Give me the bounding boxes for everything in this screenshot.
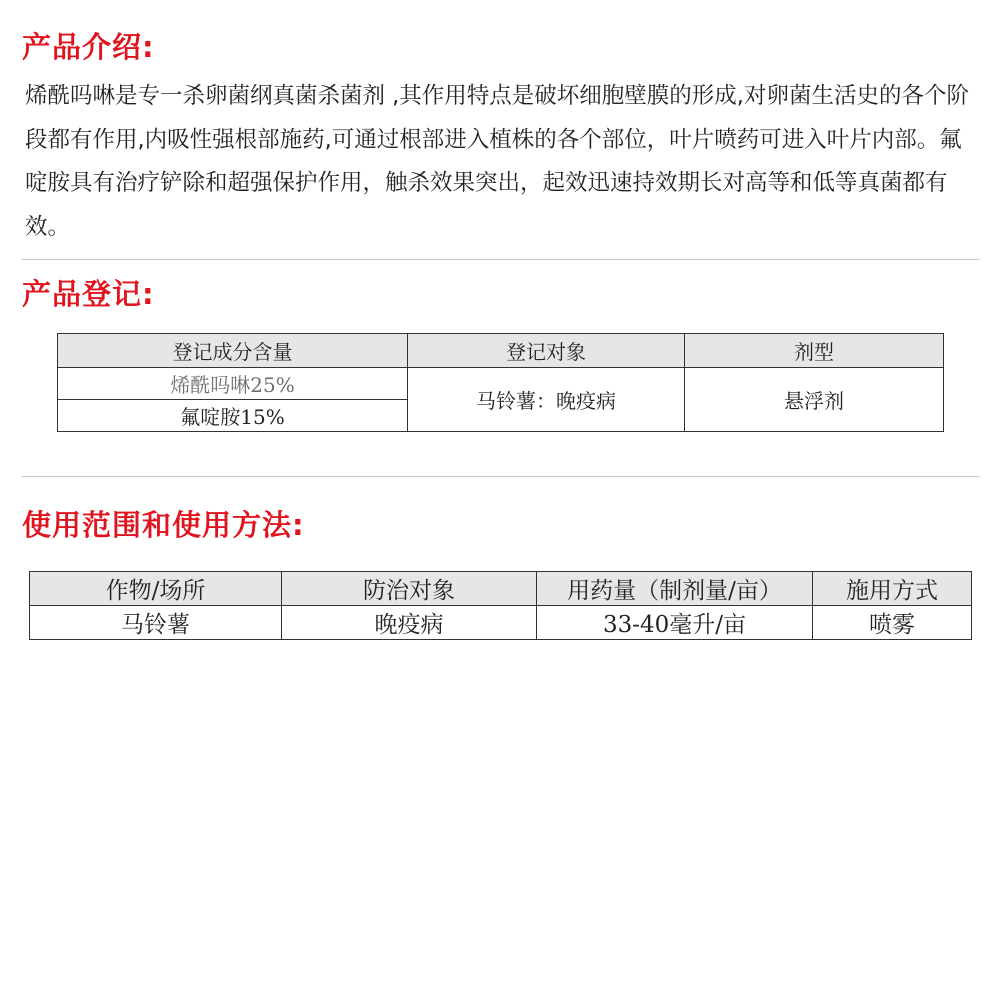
formulation-cell: 悬浮剂 xyxy=(685,368,944,432)
header-ingredient: 登记成分含量 xyxy=(58,334,408,368)
intro-paragraph: 烯酰吗啉是专一杀卵菌纲真菌杀菌剂 ,其作用特点是破坏细胞壁膜的形成,对卵菌生活史的各个阶段都有作用,内吸性强根部施药,可通过根部进入植株的各个部位，叶片喷药可进入叶片内部。氟啶胺具有治疗铲除和超强保护作用，触杀效果突出，起效迅速持效期长对高等和低等真菌都有效。 xyxy=(25,83,969,240)
crop-cell: 马铃薯 xyxy=(30,606,282,640)
registration-title: 产品登记: xyxy=(22,277,155,311)
header-formulation: 剂型 xyxy=(685,334,944,368)
table-row xyxy=(30,606,972,640)
table-row xyxy=(58,368,944,400)
method-cell: 喷雾 xyxy=(813,606,972,640)
table-header-row xyxy=(58,334,944,368)
usage-table xyxy=(29,571,972,640)
target-cell: 马铃薯：晚疫病 xyxy=(408,368,685,432)
divider xyxy=(22,476,980,477)
ingredient-cell: 氟啶胺15% xyxy=(58,400,408,432)
intro-title: 产品介绍: xyxy=(22,30,155,64)
header-method: 施用方式 xyxy=(813,572,972,606)
header-dosage: 用药量（制剂量/亩） xyxy=(537,572,813,606)
registration-table xyxy=(57,333,944,432)
table-header-row xyxy=(30,572,972,606)
divider xyxy=(22,259,980,260)
header-target: 登记对象 xyxy=(408,334,685,368)
header-crop: 作物/场所 xyxy=(30,572,282,606)
header-target: 防治对象 xyxy=(282,572,537,606)
usage-title: 使用范围和使用方法: xyxy=(22,508,305,542)
ingredient-cell: 烯酰吗啉25% xyxy=(58,368,408,400)
dosage-cell: 33-40毫升/亩 xyxy=(537,606,813,640)
target-cell: 晚疫病 xyxy=(282,606,537,640)
